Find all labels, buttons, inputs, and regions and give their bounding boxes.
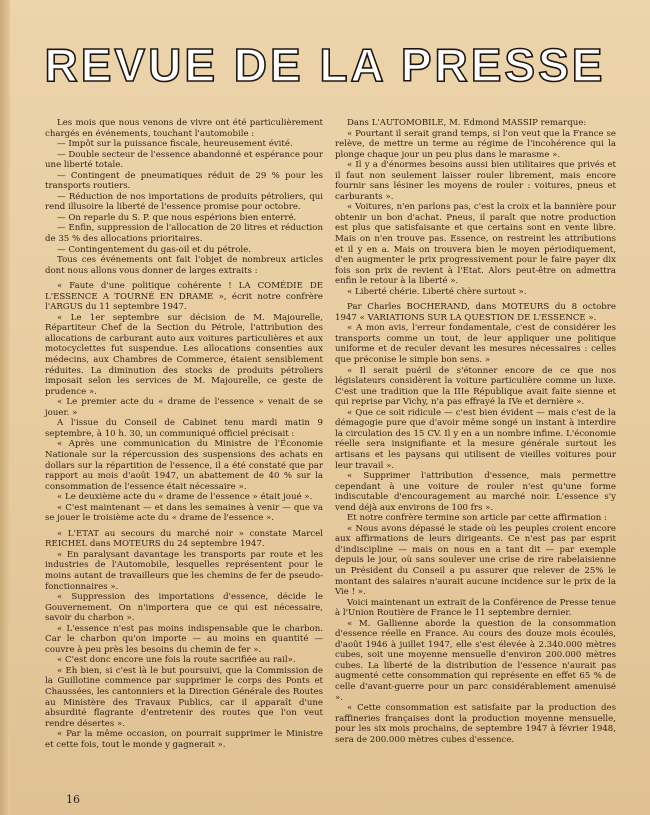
header-banner — [40, 30, 610, 100]
article-paragraph: « Faute d'une politique cohérente ! LA COMÉDIE DE L'ESSENCE A TOURNÉ EN DRAME », écrit notre confrère l'ARGUS du 11 septembre 1947. — [45, 281, 323, 313]
article-paragraph: « Par la même occasion, on pourrait supprimer le Ministre et cette fois, tout le monde y gagnerait ». — [45, 729, 323, 750]
page-edge — [0, 0, 10, 815]
article-paragraph: « Voitures, n'en parlons pas, c'est la croix et la bannière pour obtenir un bon d'achat. Pneus, il paraît que notre production est plus que satisfaisante et que certains sont en vente libre. Mais on n'en trouve pas. Essence, on restreint les attributions et il y en a. Mais on trouvera bien le moyen périodiquement, d'en augmenter le prix progressivement pour le faire payer dix fois son prix de revient à l'Etat. Alors peut-être on admettra enfin le retour à la liberté ». — [335, 202, 616, 287]
article-paragraph: « Pourtant il serait grand temps, si l'on veut que la France se relève, de mettre un terme au régime de l'incohérence qui la plonge chaque jour un peu plus dans le marasme ». — [335, 128, 616, 160]
article-paragraph: Tous ces événements ont fait l'objet de nombreux articles dont nous allons vous donner de larges extraits : — [45, 255, 323, 276]
article-paragraph: « Le premier acte du « drame de l'essence » venait de se jouer. » — [45, 397, 323, 418]
article-paragraph: « Il y a d'énormes besoins aussi bien utilitaires que privés et il faut non seulement laisser rouler librement, mais encore fournir sans lésiner les moyens de rouler : voitures, pneus et carburants ». — [335, 160, 616, 202]
article-paragraph: Voici maintenant un extrait de la Conférence de Presse tenue à l'Union Routière de France le 11 septembre dernier. — [335, 597, 616, 619]
article-paragraph: « Que ce soit ridicule — c'est bien évident — mais c'est de la démagogie pure que d'avoir même songé un instant à interdire la circulation des 15 CV. Il y en a un nombre infime. L'économie réelle sera insignifiante et la mesure générale surtout les artisans et les paysans qui utilisent de vieilles voitures pour leur travail ». — [335, 407, 616, 471]
article-paragraph: « Après une communication du Ministre de l'Économie Nationale sur la répercussion des suspensions des achats en dollars sur la répartition de l'essence, il a été constaté que par rapport au mois d'août 1947, un abattement de 40 % sur la consommation de l'essence était nécessaire ». — [45, 439, 323, 492]
article-paragraph: « L'essence n'est pas moins indispensable que le charbon. Car le charbon qu'on importe — au moins en quantité — couvre à peu près les besoins du chemin de fer ». — [45, 623, 323, 655]
article-paragraph: « L'ETAT au secours du marché noir » constate Marcel REICHEL dans MOTEURS du 24 septembre 1947. — [45, 528, 323, 550]
article-paragraph: « M. Gallienne aborde la question de la consommation d'essence réelle en France. Au cours des douze mois écoulés, d'août 1946 à juillet 1947, elle s'est élevée à 2.340.000 mètres cubes, soit une moyenne mensuelle d'environ 200.000 mètres cubes. La liberté de la distribution de l'essence n'aurait pas augmenté cette consommation qui représente en effet 65 % de celle d'avant-guerre pour un parc considérablement amenuisé ». — [335, 618, 616, 703]
article-paragraph: Et notre confrère termine son article par cette affirmation : — [347, 513, 607, 524]
article-paragraph: « En paralysant davantage les transports par route et les industries de l'Automobile, lesquelles représentent pour le moins autant de travailleurs que les chemins de fer de pseudo-fonctionnaires ». — [45, 549, 323, 592]
article-paragraph: — On reparle du S. P. que nous espérions bien enterré. — [57, 212, 297, 223]
article-paragraph: « A mon avis, l'erreur fondamentale, c'est de considérer les transports comme un tout, de leur appliquer une politique uniforme et de reculer devant les mesures nécessaires : celles que préconise le simple bon sens. » — [335, 323, 616, 366]
article-paragraph: — Impôt sur la puissance fiscale, heureusement évité. — [57, 139, 293, 150]
article-paragraph: « Supprimer l'attribution d'essence, mais permettre cependant à une voiture de rouler n'est qu'une forme indiscutable d'encouragement au marché noir. L'essence s'y vend déjà aux environs de 100 frs ». — [335, 471, 616, 513]
page-title: REVUE DE LA PRESSE — [44, 39, 606, 91]
right-column — [335, 118, 616, 745]
article-paragraph: Les mois que nous venons de vivre ont été particulièrement chargés en événements, touchant l'automobile : — [45, 118, 323, 139]
article-paragraph: « C'est maintenant — et dans les semaines à venir — que va se jouer le troisième acte du « drame de l'essence ». — [45, 502, 323, 524]
article-paragraph: « Le deuxième acte du « drame de l'essence » était joué ». — [57, 492, 313, 503]
article-paragraph: A l'issue du Conseil de Cabinet tenu mardi matin 9 septembre, à 10 h. 30, un communiqué officiel précisait : — [45, 418, 323, 439]
article-paragraph: — Contingentement du gas-oil et du pétrole. — [57, 244, 251, 255]
article-paragraph: « Eh bien, si c'est là le but poursuivi, que la Commission de la Guillotine commence par supprimer le corps des Ponts et Chaussées, les cantonniers et la Direction Générale des Routes au Ministère des Travaux Publics, car il apparaît d'une absurdité flagrante d'entretenir des routes que l'on veut rendre désertes ». — [45, 665, 323, 729]
article-paragraph: Par Charles BOCHERAND, dans MOTEURS du 8 octobre 1947 « VARIATIONS SUR LA QUESTION DE L'ESSENCE ». — [335, 302, 616, 323]
article-paragraph: « C'est donc encore une fois la route sacrifiée au rail». — [57, 655, 296, 666]
article-paragraph: — Enfin, suppression de l'allocation de 20 litres et réduction de 35 % des allocations prioritaires. — [45, 223, 323, 245]
article-paragraph: Dans L'AUTOMOBILE, M. Edmond MASSIP remarque: — [347, 118, 587, 128]
article-paragraph: « Il serait puéril de s'étonner encore de ce que nos législateurs considèrent la voiture particulière comme un luxe. C'est une tradition que la IIIe République avait faite sienne et qui reprise par Vichy, n'a pas effrayé la IVe et dernière ». — [335, 365, 616, 408]
article-paragraph: « Nous avons dépassé le stade où les peuples croient encore aux affirmations de leurs dirigeants. Ce n'est pas par esprit d'indiscipline — mais on nous en a tant dit — par exemple depuis le jour, où sans soulever une crise de rire rabelaisienne un Président du Conseil a pu assurer que relever de 25% le montant des salaires n'aurait aucune incidence sur le prix de la Vie ! ». — [335, 523, 616, 598]
article-paragraph: — Double secteur de l'essence abandonné et espérance pour une liberté totale. — [45, 149, 323, 171]
page-number: 16 — [66, 793, 80, 806]
article-paragraph: « Suppression des importations d'essence, décide le Gouvernement. On n'importera que ce qui est nécessaire, savoir du charbon ». — [45, 592, 323, 624]
article-paragraph: — Contingent de pneumatiques réduit de 29 % pour les transports routiers. — [45, 170, 323, 192]
left-column — [45, 118, 323, 750]
article-paragraph: « Liberté chérie. Liberté chère surtout ». — [347, 286, 527, 297]
article-paragraph: « Le 1er septembre sur décision de M. Majourelle, Répartiteur Chef de la Section du Pétrole, l'attribution des allocations de carburant auto aux voitures particulières et aux motocyclettes fut suspendue. Les allocations consenties aux médecins, aux Chambres de Commerce, étaient sensiblement réduites. La diminution des stocks de produits pétroliers imposait selon les services de M. Majourelle, ce geste de prudence ». — [45, 312, 323, 397]
article-paragraph: — Réduction de nos importations de produits pétroliers, qui rend illusoire la liberté de l'essence promise pour octobre. — [45, 191, 323, 213]
article-paragraph: « Cette consommation est satisfaite par la production des raffineries françaises dont la production moyenne mensuelle, pour les six mois prochains, de septembre 1947 à février 1948, sera de 200.000 mètres cubes d'essence. — [335, 703, 616, 745]
